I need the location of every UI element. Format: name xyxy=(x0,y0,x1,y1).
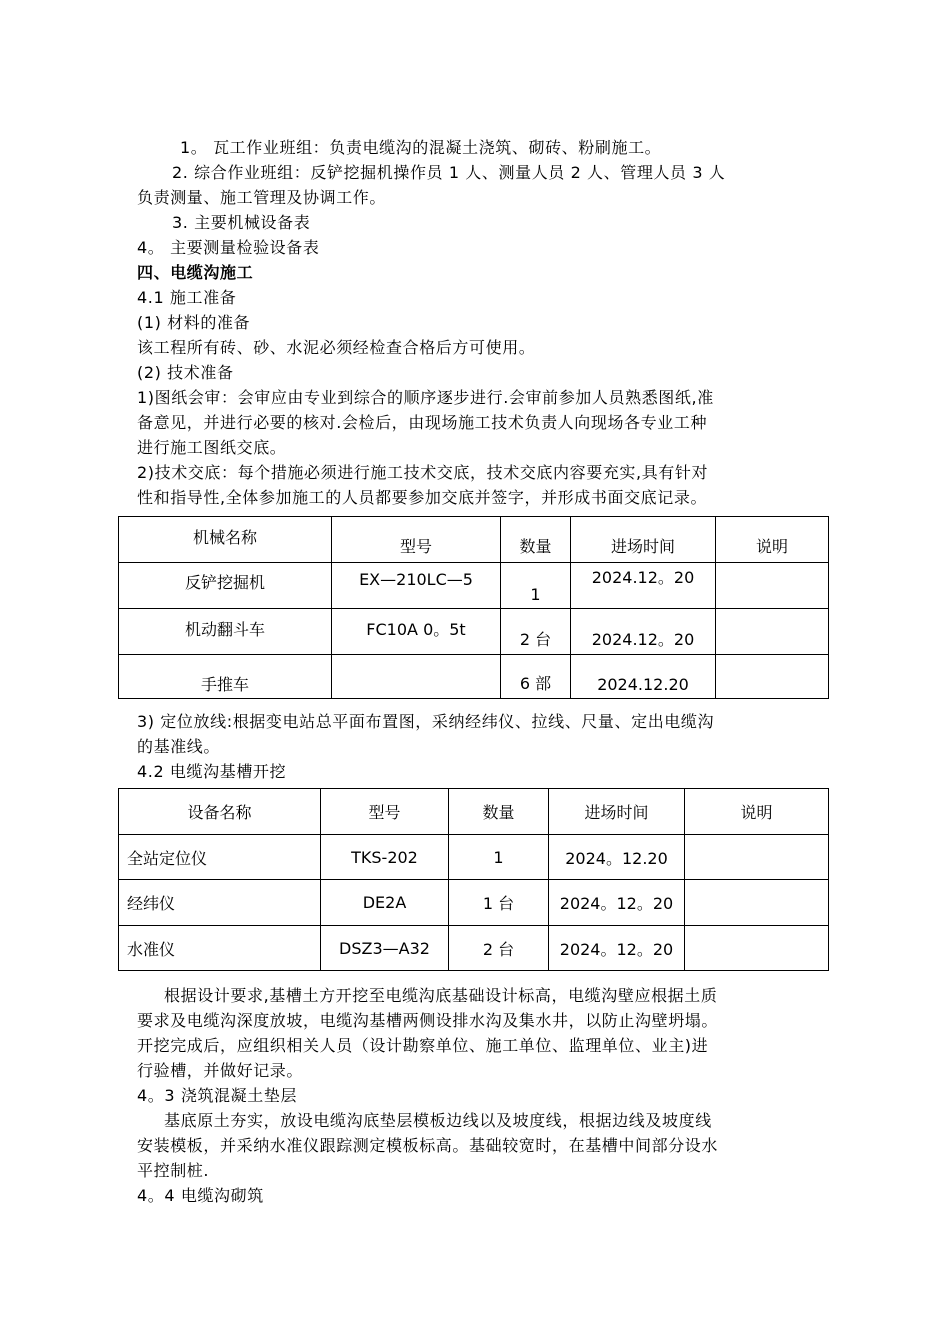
text-line: 性和指导性,全体参加施工的人员都要参加交底并签字，并形成书面交底记录。 xyxy=(137,488,708,507)
table-cell: 1 台 xyxy=(449,880,549,926)
table-cell: 2024.12。20 xyxy=(571,563,716,609)
header-cell: 进场时间 xyxy=(549,789,685,835)
header-cell: 设备名称 xyxy=(119,789,321,835)
text-line: 3) 定位放线:根据变电站总平面布置图，采纳经纬仪、拉线、尺量、定出电缆沟 xyxy=(137,712,715,731)
table-cell: 水准仪 xyxy=(119,926,321,971)
table-cell: 2024.12。20 xyxy=(571,609,716,655)
table-cell: 2 台 xyxy=(449,926,549,971)
subsection-heading: 4。3 浇筑混凝土垫层 xyxy=(137,1086,298,1105)
header-cell: 进场时间 xyxy=(571,517,716,563)
table-cell: 反铲挖掘机 xyxy=(119,563,332,609)
table-cell xyxy=(685,880,829,926)
header-cell: 数量 xyxy=(449,789,549,835)
table-cell xyxy=(685,835,829,880)
machinery-table xyxy=(118,516,829,699)
text-line: 备意见，并进行必要的核对.会检后，由现场施工技术负责人向现场各专业工种 xyxy=(137,413,708,432)
table-header-row xyxy=(119,789,829,835)
table-cell: 手推车 xyxy=(119,655,332,699)
table-cell: 机动翻斗车 xyxy=(119,609,332,655)
table-cell: 经纬仪 xyxy=(119,880,321,926)
section-heading: 四、电缆沟施工 xyxy=(137,263,254,282)
text-line: 该工程所有砖、砂、水泥必须经检查合格后方可使用。 xyxy=(137,338,536,357)
table-cell xyxy=(716,563,829,609)
table-row xyxy=(119,655,829,699)
header-cell: 型号 xyxy=(321,789,449,835)
table-cell: 全站定位仪 xyxy=(119,835,321,880)
header-cell: 型号 xyxy=(332,517,501,563)
text-line: 基底原土夯实，放设电缆沟底垫层模板边线以及坡度线，根据边线及坡度线 xyxy=(164,1111,712,1130)
table-cell xyxy=(332,655,501,699)
table-cell: 2024。12。20 xyxy=(549,880,685,926)
table-cell: FC10A 0。5t xyxy=(332,609,501,655)
subsection-heading: 4.2 电缆沟基槽开挖 xyxy=(137,762,287,781)
table-cell: 6 部 xyxy=(501,655,571,699)
text-line: 进行施工图纸交底。 xyxy=(137,438,287,457)
table-cell: DSZ3—A32 xyxy=(321,926,449,971)
text-line: 2. 综合作业班组：反铲挖掘机操作员 1 人、测量人员 2 人、管理人员 3 人 xyxy=(172,163,726,182)
header-cell: 机械名称 xyxy=(119,517,332,563)
text-line: 1。 瓦工作业班组：负责电缆沟的混凝土浇筑、砌砖、粉刷施工。 xyxy=(180,138,662,157)
table-cell: EX—210LC—5 xyxy=(332,563,501,609)
table-row xyxy=(119,926,829,971)
table-row xyxy=(119,880,829,926)
text-line: (2) 技术准备 xyxy=(137,363,234,382)
table-cell: 2024。12.20 xyxy=(549,835,685,880)
text-line: 2)技术交底：每个措施必须进行施工技术交底，技术交底内容要充实,具有针对 xyxy=(137,463,709,482)
table-header-row xyxy=(119,517,829,563)
table-cell: 2024。12。20 xyxy=(549,926,685,971)
text-line: 4。 主要测量检验设备表 xyxy=(137,238,320,257)
header-cell: 说明 xyxy=(685,789,829,835)
table-cell xyxy=(685,926,829,971)
text-line: 安装模板，并采纳水准仪跟踪测定模板标高。基础较宽时，在基槽中间部分设水 xyxy=(137,1136,719,1155)
table-cell xyxy=(716,609,829,655)
table-row xyxy=(119,609,829,655)
text-line: (1) 材料的准备 xyxy=(137,313,251,332)
subsection-heading: 4.1 施工准备 xyxy=(137,288,237,307)
subsection-heading: 4。4 电缆沟砌筑 xyxy=(137,1186,264,1205)
text-line: 3. 主要机械设备表 xyxy=(172,213,311,232)
table-cell: 2 台 xyxy=(501,609,571,655)
header-cell: 说明 xyxy=(716,517,829,563)
text-line: 要求及电缆沟深度放坡，电缆沟基槽两侧设排水沟及集水井，以防止沟壁坍塌。 xyxy=(137,1011,719,1030)
text-line: 行验槽，并做好记录。 xyxy=(137,1061,304,1080)
header-cell: 数量 xyxy=(501,517,571,563)
text-line: 根据设计要求,基槽土方开挖至电缆沟底基础设计标高，电缆沟壁应根据土质 xyxy=(164,986,718,1005)
table-cell: 2024.12.20 xyxy=(571,655,716,699)
survey-equipment-table xyxy=(118,788,829,971)
table-row xyxy=(119,835,829,880)
text-line: 1)图纸会审：会审应由专业到综合的顺序逐步进行.会审前参加人员熟悉图纸,准 xyxy=(137,388,714,407)
text-line: 平控制桩. xyxy=(137,1161,210,1180)
table-cell: 1 xyxy=(449,835,549,880)
text-line: 负责测量、施工管理及协调工作。 xyxy=(137,188,387,207)
table-cell: 1 xyxy=(501,563,571,609)
table-cell: TKS-202 xyxy=(321,835,449,880)
table-row xyxy=(119,563,829,609)
table-cell xyxy=(716,655,829,699)
table-cell: DE2A xyxy=(321,880,449,926)
text-line: 开挖完成后，应组织相关人员（设计勘察单位、施工单位、监理单位、业主)进 xyxy=(137,1036,709,1055)
text-line: 的基准线。 xyxy=(137,737,221,756)
